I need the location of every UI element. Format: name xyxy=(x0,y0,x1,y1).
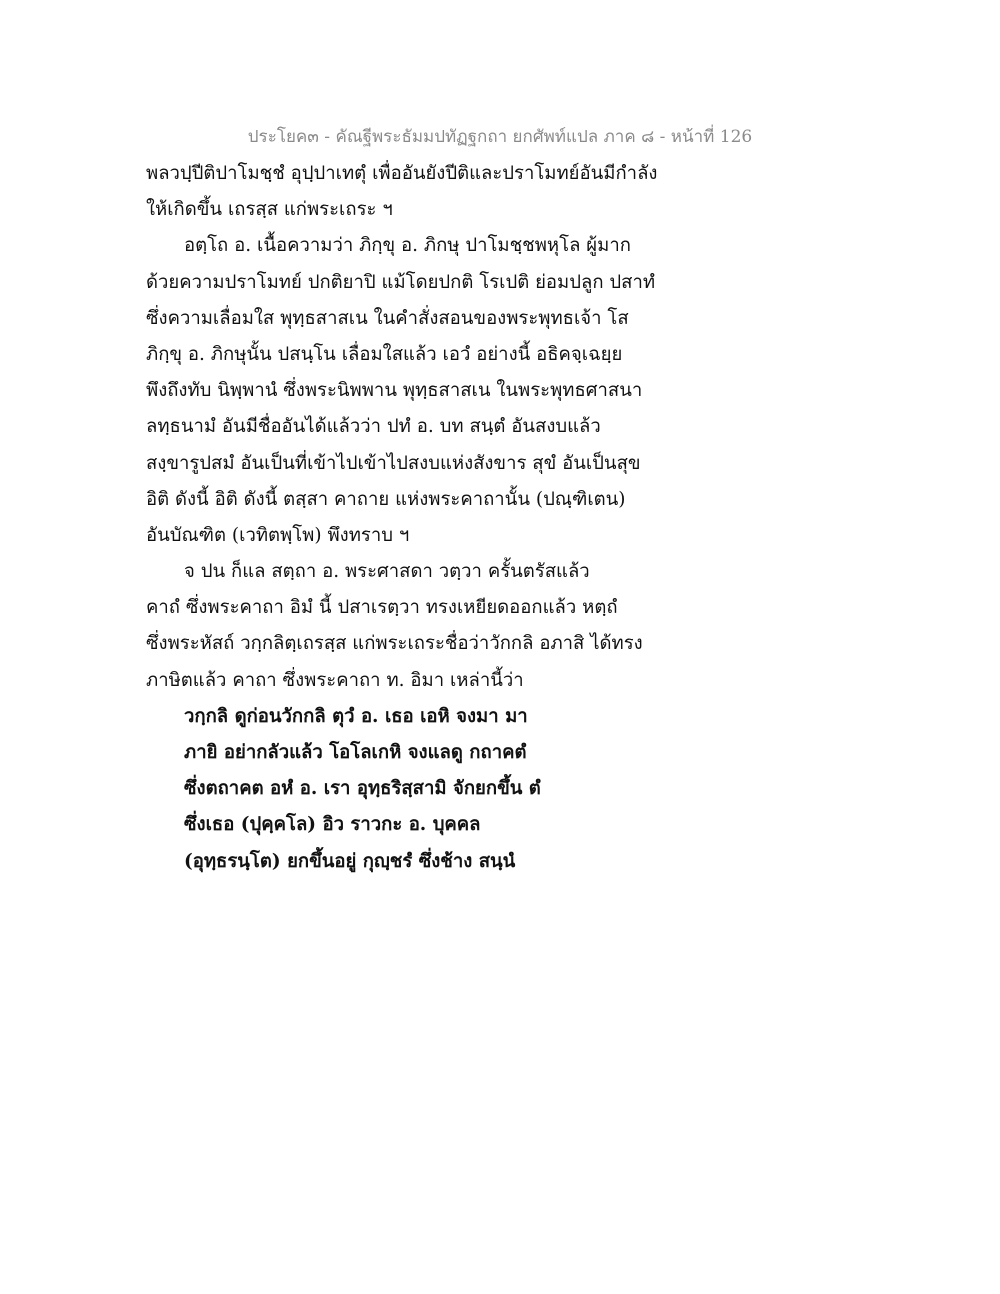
text-line: พึงถึงทับ นิพฺพานํ ซึ่งพระนิพพาน พุทฺธสาสเน ในพระพุทธศาสนา xyxy=(146,380,643,402)
text-line: ภิกฺขุ อ. ภิกษุนั้น ปสนฺโน เลื่อมใสแล้ว เอวํ อย่างนี้ อธิคจฺเฉยฺย xyxy=(146,343,623,365)
verse-line: ซึ่งตถาคต อหํ อ. เรา อุทฺธริสฺสามิ จักยกขึ้น ตํ xyxy=(184,778,541,800)
text-line: อิติ ดังนี้ อิติ ดังนี้ ตสฺสา คาถาย แห่งพระคาถานั้น (ปณฺฑิเตน) xyxy=(146,488,626,510)
verse-line: ภายิ อย่ากลัวแล้ว โอโลเกหิ จงแลดู กถาคตํ xyxy=(184,742,527,763)
verse-line: วกฺกลิ ดูก่อนวักกลิ ตุวํ อ. เธอ เอหิ จงมา มา xyxy=(184,705,528,727)
paragraph-start-line: จ ปน ก็แล สตฺถา อ. พระศาสดา วตฺวา ครั้นตรัสแล้ว xyxy=(184,561,590,583)
text-line: ซึ่งพระหัสถ์ วกฺกลิตฺเถรสฺส แก่พระเถระชื่อว่าวักกลิ อภาสิ ได้ทรง xyxy=(146,633,643,655)
text-line: สงฺขารูปสมํ อันเป็นที่เข้าไปเข้าไปสงบแห่งสังขาร สุขํ อันเป็นสุข xyxy=(146,452,641,474)
text-line: อันบัณฑิต (เวทิตพฺโพ) พึงทราบ ฯ xyxy=(146,524,410,546)
page-header: ประโยค๓ - คัณฐีพระธัมมปทัฏฐกถา ยกศัพท์แปล ภาค ๘ - หน้าที่ 126 xyxy=(247,127,753,147)
text-line: คาถํ ซึ่งพระคาถา อิมํ นี้ ปสาเรตฺวา ทรงเหยียดออกแล้ว หตฺถํ xyxy=(146,597,618,619)
text-line: ด้วยความปราโมทย์ ปกติยาปิ แม้โดยปกติ โรเปติ ย่อมปลูก ปสาทํ xyxy=(146,271,656,293)
text-line: ลทฺธนามํ อันมีชื่ออันได้แล้วว่า ปทํ อ. บท สนฺตํ อันสงบแล้ว xyxy=(146,416,601,438)
body-text xyxy=(146,156,706,880)
text-line: พลวปฺปีติปาโมชฺชํ อุปฺปาเทตุํ เพื่ออันยังปีติและปราโมทย์อันมีกำลัง xyxy=(146,163,658,184)
paragraph-start-line: อตฺโถ อ. เนื้อความว่า ภิกฺขุ อ. ภิกษุ ปาโมชฺชพหุโล ผู้มาก xyxy=(184,235,631,257)
verse-line: (อุทฺธรนฺโต) ยกขึ้นอยู่ กุญฺชรํ ซึ่งช้าง สนฺนํ xyxy=(184,850,516,872)
text-line: ซึ่งความเลื่อมใส พุทฺธสาสเน ในคำสั่งสอนของพระพุทธเจ้า โส xyxy=(146,307,629,329)
text-line: ให้เกิดขึ้น เถรสฺส แก่พระเถระ ฯ xyxy=(146,199,393,221)
verse-line: ซึ่งเธอ (ปุคฺคโล) อิว ราวกะ อ. บุคคล xyxy=(184,814,481,836)
text-line: ภาษิตแล้ว คาถา ซึ่งพระคาถา ท. อิมา เหล่านี้ว่า xyxy=(146,669,524,691)
